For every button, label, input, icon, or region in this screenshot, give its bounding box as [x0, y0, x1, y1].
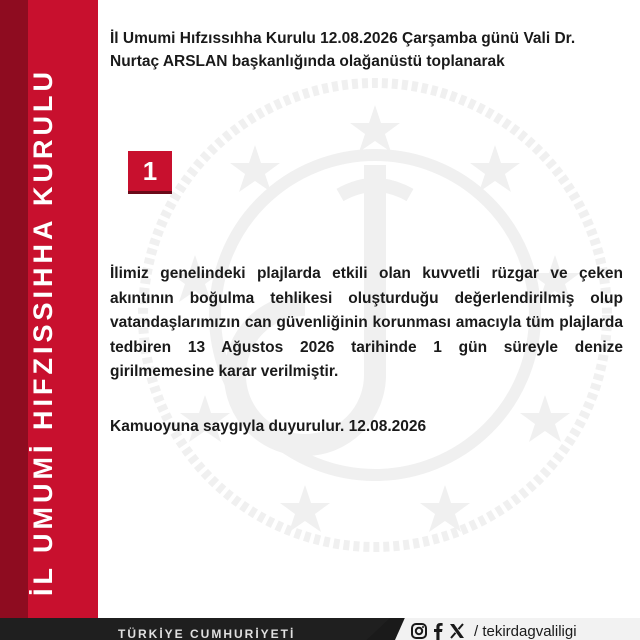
sidebar-stripe [0, 0, 28, 618]
item-number-badge: 1 [128, 151, 172, 191]
decision-text: İlimiz genelindeki plajlarda etkili olan kuvvetli rüzgar ve çeken akıntının boğulma tehlikesi oluşturduğu değerlendirilmiş olup vatandaşlarımızın can güvenliğinin korunması amacıyla tüm plajlarda tedbiren 13 Ağustos 2026 tarihinde 1 gün süreyle denize girilmemesine karar verilmiştir. [110, 265, 623, 380]
announcement-heading: İl Umumi Hıfzıssıhha Kurulu 12.08.2026 Çarşamba günü Vali Dr. Nurtaç ARSLAN başkanlığında olağanüstü toplanarak [110, 30, 576, 70]
x-icon[interactable] [448, 622, 466, 640]
sidebar-banner [0, 0, 98, 618]
instagram-icon[interactable] [410, 622, 428, 640]
social-links [410, 621, 577, 640]
sidebar-title: İL UMUMİ HIFZISSIHHA KURULU [28, 68, 58, 596]
footer-bar [0, 618, 640, 640]
facebook-icon[interactable] [432, 622, 444, 640]
closing-text: Kamuoyuna saygıyla duyurulur. 12.08.2026 [110, 418, 427, 435]
social-handle[interactable]: / tekirdagvaliligi [474, 622, 577, 640]
footer-label: TÜRKİYE CUMHURİYETİ [118, 627, 296, 640]
